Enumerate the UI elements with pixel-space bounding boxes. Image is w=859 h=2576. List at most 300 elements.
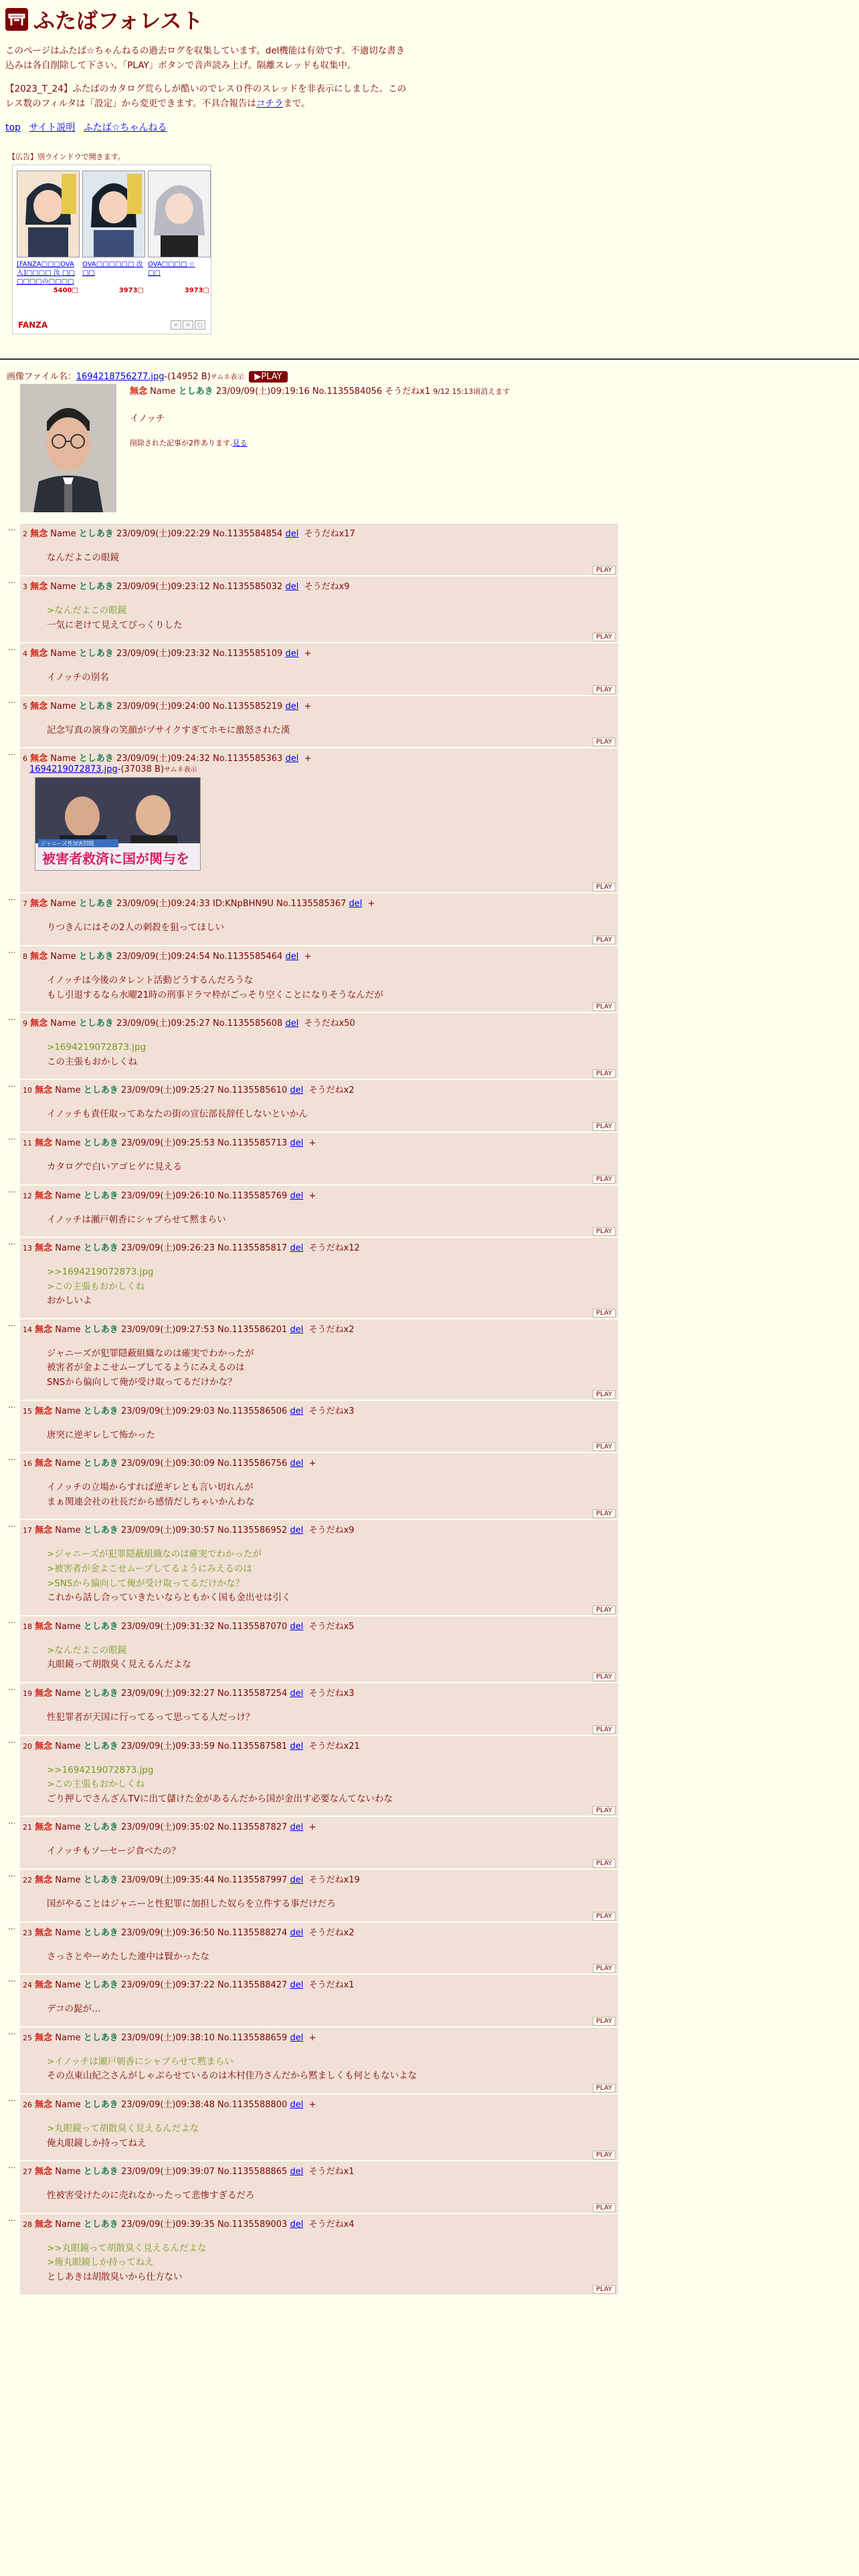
play-button[interactable]: PLAY <box>593 1964 615 1973</box>
reply-post <box>8 1922 618 1974</box>
post-date-number: 23/09/09(土)09:24:54 No.1135585464 <box>116 951 283 962</box>
reply-post <box>8 2027 618 2093</box>
reply-meta <box>20 1456 618 1469</box>
play-button[interactable]: PLAY <box>593 2204 615 2212</box>
reply-number: 4 <box>23 649 27 659</box>
name-label: Name <box>55 2099 81 2110</box>
reply-image[interactable] <box>35 777 201 871</box>
nav-top[interactable]: top <box>5 122 21 134</box>
soudane-button[interactable]: そうだねx9 <box>308 1525 355 1536</box>
del-link[interactable]: del <box>290 1741 304 1751</box>
reply-number: 15 <box>23 1406 32 1416</box>
post-menu-icon[interactable]: … <box>8 1400 15 1410</box>
del-link[interactable]: del <box>290 1190 304 1201</box>
post-author: としあき <box>83 2032 118 2043</box>
name-label: Name <box>55 1085 81 1096</box>
del-link[interactable]: del <box>285 1018 299 1029</box>
post-date-number: 23/09/09(土)09:36:50 No.1135588274 <box>120 1927 288 1938</box>
post-author: としあき <box>83 2219 118 2230</box>
del-link[interactable]: del <box>290 1525 304 1536</box>
name-label: Name <box>50 754 76 764</box>
reply-body <box>47 1213 618 1228</box>
del-link[interactable]: del <box>290 1138 304 1148</box>
post-author: としあき <box>83 1874 118 1885</box>
play-button[interactable]: PLAY <box>593 1309 615 1317</box>
post-author: としあき <box>83 1406 118 1416</box>
del-link[interactable]: del <box>290 1927 304 1938</box>
report-link[interactable]: コチラ <box>256 98 284 109</box>
reply-number: 12 <box>23 1191 32 1200</box>
reply-text: イノッチは今後のタレント活動どうするんだろうな もし引退するなら水曜21時の刑事ドラマ枠がごっそり空くことになりそうなんだが <box>47 974 383 1000</box>
play-button[interactable]: PLAY <box>593 936 615 944</box>
reply-text: 記念写真の演身の笑顔がヅサイクすぎてホモに激怒された漢 <box>47 724 290 736</box>
reply-post <box>8 524 618 575</box>
post-date-number: 23/09/09(土)09:19:16 No.1135584056 <box>215 387 383 397</box>
post-author: としあき <box>83 1980 118 1991</box>
soudane-button[interactable]: そうだねx1 <box>308 2167 355 2177</box>
soudane-button[interactable]: + <box>367 899 375 909</box>
post-subject: 無念 <box>35 2167 53 2177</box>
post-menu-icon[interactable]: … <box>8 2214 15 2223</box>
reply-quote: >なんだよこの眼鏡 <box>47 1644 127 1656</box>
reply-body <box>47 2242 618 2285</box>
del-link[interactable]: del <box>290 2167 304 2177</box>
post-date-number: 23/09/09(土)09:38:48 No.1135588800 <box>120 2099 288 2110</box>
post-date-number: 23/09/09(土)09:26:10 No.1135585769 <box>120 1190 288 1201</box>
post-date-number: 23/09/09(土)09:25:53 No.1135585713 <box>120 1138 288 1148</box>
soudane-button[interactable]: そうだねx50 <box>304 1018 355 1029</box>
post-menu-icon[interactable]: … <box>8 1817 15 1826</box>
soudane-button[interactable]: そうだねx17 <box>304 529 355 540</box>
post-menu-icon[interactable]: … <box>8 1975 15 1984</box>
ad-item[interactable] <box>17 171 78 294</box>
ad-title[interactable]: [FANZA□□□OVA入]□□□□ 汝 □□ □□□□の□□□□ <box>17 261 75 286</box>
show-deleted-link[interactable]: 見る <box>232 439 248 448</box>
reply-text: なんだよこの眼鏡 <box>47 552 119 564</box>
reply-meta <box>20 2164 618 2177</box>
reply-body <box>47 2055 618 2084</box>
post-menu-icon[interactable]: … <box>8 524 15 533</box>
ad-brand[interactable]: FANZA <box>18 320 48 330</box>
ad-item[interactable] <box>82 171 144 294</box>
reply-number: 9 <box>23 1019 27 1029</box>
post-menu-icon[interactable]: … <box>8 1869 15 1879</box>
del-link[interactable]: del <box>290 2032 304 2043</box>
reply-text: 国がやることはジャニーと性犯罪に加担した奴らを立件する事だけだろ <box>47 1898 336 1909</box>
ad-title[interactable]: OVA□□□□ ☆ □□ <box>148 261 195 278</box>
reply-file-line <box>29 764 618 774</box>
post-subject: 無念 <box>35 1525 53 1536</box>
post-subject: 無念 <box>35 1621 53 1632</box>
del-link[interactable]: del <box>285 951 299 962</box>
reply-meta <box>20 699 618 712</box>
play-button[interactable]: PLAY <box>593 1806 615 1815</box>
del-link[interactable]: del <box>290 1689 304 1699</box>
post-menu-icon[interactable]: … <box>8 1683 15 1692</box>
reply-post <box>8 1683 618 1735</box>
reply-number: 11 <box>23 1138 32 1148</box>
play-button[interactable]: PLAY <box>593 1069 615 1078</box>
reply-body <box>47 1107 618 1122</box>
play-button[interactable]: PLAY <box>593 566 615 574</box>
reply-number: 16 <box>23 1459 32 1469</box>
ad-caption: 【広告】別ウインドウで開きます。 <box>8 152 125 162</box>
soudane-button[interactable]: そうだねx5 <box>308 1621 355 1632</box>
del-link[interactable]: del <box>349 899 363 909</box>
post-date-number: 23/09/09(土)09:35:02 No.1135587827 <box>120 1822 288 1833</box>
play-button[interactable]: PLAY <box>593 2084 615 2092</box>
post-menu-icon[interactable]: … <box>8 946 15 955</box>
play-button[interactable]: PLAY <box>593 1390 615 1399</box>
post-author: としあき <box>83 1927 118 1938</box>
op-file-line <box>7 369 288 383</box>
post-subject: 無念 <box>30 754 48 764</box>
ad-item[interactable] <box>148 171 209 294</box>
reply-meta <box>20 1083 618 1095</box>
post-author: としあき <box>78 1018 114 1029</box>
post-date-number: 23/09/09(土)09:23:32 No.1135585109 <box>116 649 283 659</box>
reply-quote: >1694219072873.jpg <box>47 1042 147 1053</box>
post-author: としあき <box>83 1689 118 1699</box>
reply-quote: >ジャニーズが犯罪隠蔽組織なのは確実でわかったが >被害者が金よこせムーブしてるようにみえるのは >SNSから偏向して俺が受け取ってるだけかな？ <box>47 1549 262 1589</box>
post-date-number: 23/09/09(土)09:22:29 No.1135584854 <box>116 529 283 540</box>
reply-text: 性犯罪者が天国に行ってるって思ってる人だっけ？ <box>47 1712 255 1723</box>
play-button[interactable]: PLAY <box>593 1122 615 1131</box>
play-button[interactable]: PLAY <box>593 1442 615 1451</box>
post-author: としあき <box>78 529 114 540</box>
soudane-button[interactable]: + <box>304 754 312 764</box>
soudane-button[interactable]: そうだねx4 <box>308 2219 355 2230</box>
reply-body <box>47 1265 618 1309</box>
name-label: Name <box>55 1406 81 1416</box>
post-author: としあき <box>78 649 114 659</box>
post-date-number: 23/09/09(土)09:33:59 No.1135587581 <box>120 1741 288 1751</box>
post-date-number: 23/09/09(土)09:38:10 No.1135588659 <box>120 2032 288 2043</box>
del-link[interactable]: del <box>285 581 299 592</box>
soudane-button[interactable]: そうだねx19 <box>308 1874 360 1885</box>
play-button[interactable]: PLAY <box>593 1673 615 1681</box>
del-link[interactable]: del <box>290 1243 304 1254</box>
post-menu-icon[interactable]: … <box>8 1520 15 1529</box>
ad-pager <box>171 320 205 330</box>
name-label: Name <box>55 1138 81 1148</box>
reply-number: 27 <box>23 2167 32 2177</box>
del-link[interactable]: del <box>285 649 299 659</box>
soudane-button[interactable]: そうだねx2 <box>308 1085 355 1096</box>
post-subject: 無念 <box>35 1243 53 1254</box>
del-link[interactable]: del <box>290 1980 304 1991</box>
del-link[interactable]: del <box>290 1406 304 1416</box>
del-link[interactable]: del <box>290 2099 304 2110</box>
ad-prev-button[interactable]: < <box>171 320 181 330</box>
ad-thumbnail[interactable] <box>17 171 80 257</box>
reply-meta <box>20 2217 618 2230</box>
post-subject: 無念 <box>35 1190 53 1201</box>
post-date-number: 23/09/09(土)09:32:27 No.1135587254 <box>120 1689 288 1699</box>
post-menu-icon[interactable]: … <box>8 1185 15 1194</box>
name-label: Name <box>50 951 76 962</box>
reply-text: りつきんにはその2人の刺殺を狙ってほしい <box>47 922 225 934</box>
play-button[interactable]: PLAY <box>593 738 615 746</box>
reply-text: これから話し合っていきたいならともかく国も金出せは引く <box>47 1592 291 1604</box>
reply-number: 19 <box>23 1689 32 1698</box>
reply-meta <box>20 1925 618 1938</box>
reply-number: 13 <box>23 1244 32 1253</box>
name-label: Name <box>55 2167 81 2177</box>
post-author: としあき <box>83 2167 118 2177</box>
deleted-text: 削除された記事が2件あります. <box>130 439 233 448</box>
post-date-number: 23/09/09(土)09:27:53 No.1135586201 <box>120 1324 288 1335</box>
play-button[interactable]: PLAY <box>593 1175 615 1184</box>
play-button[interactable]: PLAY <box>593 1002 615 1011</box>
reply-text: イノッチも責任取ってあなたの街の宣伝部長辞任しないといかん <box>47 1109 308 1120</box>
post-menu-icon[interactable]: … <box>8 643 15 653</box>
reply-body <box>47 551 618 566</box>
name-label: Name <box>50 701 76 712</box>
soudane-button[interactable]: + <box>308 2032 316 2043</box>
soudane-button[interactable]: そうだねx9 <box>304 581 350 592</box>
site-title[interactable]: ふたばフォレスト <box>33 8 203 33</box>
reply-text: ジャニーズが犯罪隠蔽組織なのは確実でわかったが 被害者が金よこせムーブしてるようにみえるのは SNSから偏向して俺が受け取ってるだけかな？ <box>47 1348 254 1388</box>
reply-post <box>8 1817 618 1868</box>
name-label: Name <box>55 1874 81 1885</box>
reply-thumb-note: サムネ表示 <box>164 766 197 774</box>
soudane-button[interactable]: そうだねx1 <box>385 387 431 397</box>
play-button[interactable]: PLAY <box>593 1725 615 1734</box>
reply-quote: >>1694219072873.jpg >この主張もおかしくね <box>47 1267 154 1292</box>
reply-meta <box>20 1404 618 1416</box>
post-menu-icon[interactable]: … <box>8 695 15 705</box>
soudane-button[interactable]: そうだねx2 <box>308 1927 355 1938</box>
del-link[interactable]: del <box>290 1085 304 1096</box>
play-button[interactable]: PLAY <box>593 685 615 694</box>
soudane-button[interactable]: + <box>308 1138 316 1148</box>
del-link[interactable]: del <box>290 1822 304 1833</box>
soudane-button[interactable]: そうだねx21 <box>308 1741 360 1751</box>
reply-post <box>8 1238 618 1318</box>
reply-meta <box>20 1739 618 1751</box>
reply-number: 26 <box>23 2100 32 2109</box>
post-menu-icon[interactable]: … <box>8 893 15 903</box>
del-link[interactable]: del <box>285 754 299 764</box>
reply-number: 20 <box>23 1741 32 1751</box>
reply-body <box>47 1897 618 1912</box>
post-author: としあき <box>78 951 114 962</box>
reply-post <box>8 1453 618 1519</box>
post-subject: 無念 <box>35 1459 53 1469</box>
play-button[interactable]: PLAY <box>593 1859 615 1868</box>
post-date-number: 23/09/09(土)09:30:57 No.1135586952 <box>120 1525 288 1536</box>
ad-title[interactable]: OVA□□□□□□ 汝 □□ <box>82 261 143 278</box>
reply-number: 10 <box>23 1086 32 1095</box>
post-author: としあき <box>78 899 114 909</box>
reply-text: イノッチは瀬戸朝香にシャブらせて黙まらい <box>47 1214 226 1225</box>
name-label: Name <box>150 387 176 397</box>
reply-body <box>47 1644 618 1673</box>
post-subject: 無念 <box>30 701 48 712</box>
reply-number: 5 <box>23 702 27 711</box>
play-button[interactable]: PLAY <box>593 2017 615 2026</box>
post-subject: 無念 <box>35 2219 53 2230</box>
post-author: としあき <box>83 1243 118 1254</box>
reply-body <box>47 604 618 633</box>
name-label: Name <box>55 2219 81 2230</box>
nav-about[interactable]: サイト説明 <box>29 122 76 134</box>
soudane-button[interactable]: + <box>308 1459 316 1469</box>
reply-meta <box>20 2030 618 2043</box>
name-label: Name <box>55 1741 81 1751</box>
reply-meta <box>20 1016 618 1029</box>
nav-futaba[interactable]: ふたば☆ちゃんねる <box>83 122 167 134</box>
post-author: としあき <box>83 1525 118 1536</box>
del-link[interactable]: del <box>285 529 299 540</box>
reply-text: としあきは胡散臭いから仕方ない <box>47 2271 183 2282</box>
post-menu-icon[interactable]: … <box>8 1013 15 1023</box>
post-menu-icon[interactable]: … <box>8 1132 15 1142</box>
post-author: としあき <box>83 1324 118 1335</box>
del-link[interactable]: del <box>290 2219 304 2230</box>
del-link[interactable]: del <box>290 1459 304 1469</box>
op-file-label: 画像ファイル名： <box>7 372 76 383</box>
soudane-button[interactable]: そうだねx1 <box>308 1980 355 1991</box>
post-menu-icon[interactable]: … <box>8 2027 15 2036</box>
post-menu-icon[interactable]: … <box>8 1238 15 1247</box>
ad-close-button[interactable]: □ <box>195 320 205 330</box>
reply-post <box>8 1013 618 1079</box>
op-file-link[interactable]: 1694218756277.jpg <box>76 372 165 383</box>
reply-text: その点東山紀之さんがしゃぶらせているのは木村佳乃さんだから黙ましくも何ともないよな <box>47 2070 417 2082</box>
reply-body <box>47 1481 618 1509</box>
del-link[interactable]: del <box>290 1621 304 1632</box>
reply-text: 丸眼鏡って胡散臭く見えるんだよな <box>47 1659 191 1671</box>
post-menu-icon[interactable]: … <box>8 748 15 758</box>
soudane-button[interactable]: そうだねx3 <box>308 1689 355 1699</box>
post-date-number: 23/09/09(土)09:39:07 No.1135588865 <box>120 2167 288 2177</box>
play-button[interactable]: PLAY <box>593 1509 615 1518</box>
post-date-number: 23/09/09(土)09:31:32 No.1135587070 <box>120 1621 288 1632</box>
deleted-notice <box>130 437 248 448</box>
soudane-button[interactable]: + <box>304 649 312 659</box>
op-image[interactable] <box>20 384 116 512</box>
reply-meta <box>20 1977 618 1990</box>
name-label: Name <box>55 1525 81 1536</box>
ad-price: 3973□ <box>118 287 144 295</box>
reply-list <box>0 524 859 2294</box>
del-link[interactable]: del <box>290 1874 304 1885</box>
del-link[interactable]: del <box>285 701 299 712</box>
soudane-button[interactable]: + <box>308 1190 316 1201</box>
post-menu-icon[interactable]: … <box>8 576 15 585</box>
reply-quote: >イノッチは瀬戸朝香にシャブらせて黙まらい <box>47 2056 233 2067</box>
name-label: Name <box>50 581 76 592</box>
name-label: Name <box>55 1621 81 1632</box>
post-menu-icon[interactable]: … <box>8 1453 15 1463</box>
play-button[interactable]: PLAY <box>593 2151 615 2159</box>
name-label: Name <box>55 1243 81 1254</box>
op-file-info: -(14952 B) <box>164 372 211 383</box>
reply-image-badge: ジャニーズ性加害問題 <box>41 841 94 847</box>
op-play-button[interactable]: ▶PLAY <box>249 371 287 383</box>
soudane-button[interactable]: + <box>308 2099 316 2110</box>
ad-thumbnail[interactable] <box>148 171 211 257</box>
reply-number: 23 <box>23 1928 32 1937</box>
reply-post <box>8 1185 618 1237</box>
reply-meta <box>20 579 618 592</box>
reply-meta <box>20 896 618 909</box>
post-menu-icon[interactable]: … <box>8 1319 15 1328</box>
del-link[interactable]: del <box>290 1324 304 1335</box>
post-subject: 無念 <box>35 1085 53 1096</box>
reply-body <box>47 1428 618 1443</box>
post-subject: 無念 <box>35 2032 53 2043</box>
site-logo-icon[interactable] <box>5 8 28 31</box>
post-subject: 無念 <box>35 1927 53 1938</box>
soudane-button[interactable]: そうだねx2 <box>308 1324 355 1335</box>
post-menu-icon[interactable]: … <box>8 1080 15 1089</box>
post-menu-icon[interactable]: … <box>8 2161 15 2171</box>
expire-note: 9/12 15:13頃消えます <box>433 387 510 397</box>
reply-meta <box>20 751 618 764</box>
separator <box>0 358 859 360</box>
name-label: Name <box>50 1018 76 1029</box>
play-button[interactable]: PLAY <box>593 1606 615 1614</box>
soudane-button[interactable]: そうだねx3 <box>308 1406 355 1416</box>
reply-quote: >丸眼鏡って胡散臭く見えるんだよな <box>47 2123 199 2134</box>
reply-body <box>47 1347 618 1390</box>
post-subject: 無念 <box>130 387 148 397</box>
post-subject: 無念 <box>35 1874 53 1885</box>
post-subject: 無念 <box>35 1138 53 1148</box>
reply-post <box>8 1869 618 1921</box>
post-subject: 無念 <box>35 1689 53 1699</box>
reply-body <box>47 724 618 738</box>
post-menu-icon[interactable]: … <box>8 2094 15 2103</box>
reply-meta <box>20 1872 618 1885</box>
post-author: としあき <box>78 701 114 712</box>
post-menu-icon[interactable]: … <box>8 1922 15 1931</box>
reply-body <box>47 1547 618 1605</box>
play-button[interactable]: PLAY <box>593 1227 615 1236</box>
post-menu-icon[interactable]: … <box>8 1616 15 1625</box>
reply-text: デコの髭が… <box>47 2004 101 2015</box>
name-label: Name <box>55 1689 81 1699</box>
play-button[interactable]: PLAY <box>593 2285 615 2294</box>
soudane-button[interactable]: + <box>308 1822 316 1833</box>
reply-body <box>47 974 618 1002</box>
reply-image-caption: 被害者救済に国が関与を <box>42 851 189 867</box>
thread-op <box>0 366 859 524</box>
reply-file-link[interactable]: 1694219072873.jpg <box>29 764 118 775</box>
reply-quote: >なんだよこの眼鏡 <box>47 605 127 616</box>
site-header <box>0 0 859 334</box>
play-button[interactable]: PLAY <box>593 633 615 641</box>
name-label: Name <box>55 1190 81 1201</box>
name-label: Name <box>55 1980 81 1991</box>
notice-suffix: まで。 <box>283 98 310 109</box>
soudane-button[interactable]: + <box>304 701 312 712</box>
reply-post <box>8 1400 618 1453</box>
ad-next-button[interactable]: > <box>183 320 193 330</box>
soudane-button[interactable]: + <box>304 951 312 962</box>
ad-thumbnail[interactable] <box>82 171 145 257</box>
play-button[interactable]: PLAY <box>593 883 615 891</box>
notice-text: 【2023_T_24】ふたばのカタログ荒らしが酷いのでレス０件のスレッドを非表示にしました。このレス数のフィルタは「設定」から変更できます。不具合報告は <box>5 84 407 109</box>
play-button[interactable]: PLAY <box>593 1912 615 1921</box>
soudane-button[interactable]: そうだねx12 <box>308 1243 360 1254</box>
post-author: としあき <box>78 581 114 592</box>
post-subject: 無念 <box>35 1406 53 1416</box>
post-menu-icon[interactable]: … <box>8 1735 15 1745</box>
